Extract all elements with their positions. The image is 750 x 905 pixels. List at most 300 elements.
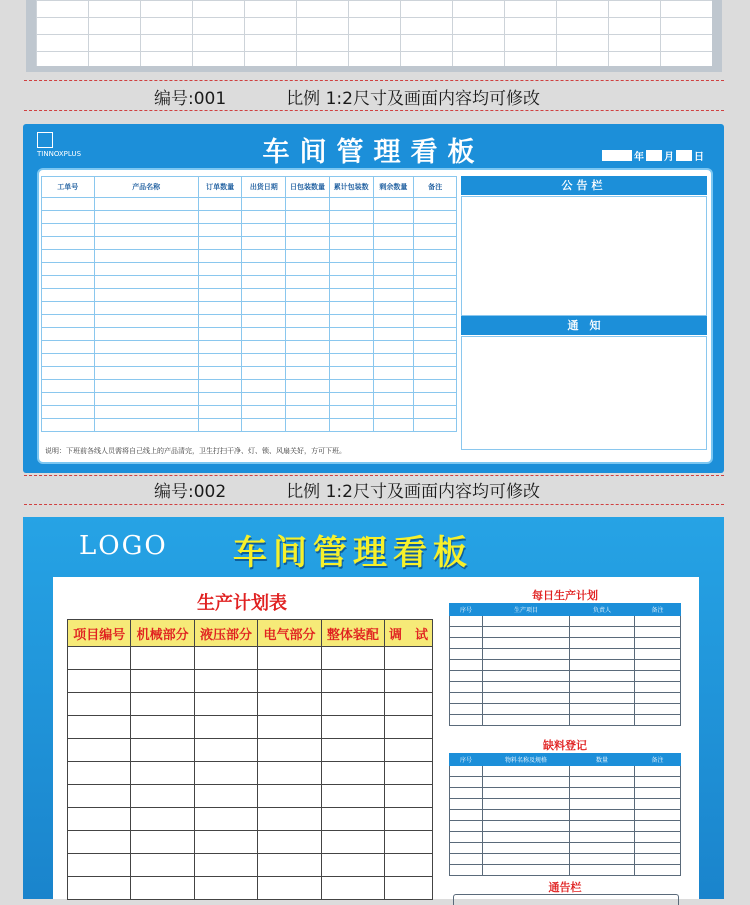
table-cell — [483, 810, 570, 821]
table-cell — [68, 716, 131, 739]
work-order-rows — [42, 198, 457, 432]
table-cell — [373, 237, 414, 250]
table-cell — [414, 354, 457, 367]
board2-panel — [53, 577, 699, 899]
table-cell — [242, 198, 286, 211]
table-cell — [373, 341, 414, 354]
table-cell — [635, 693, 681, 704]
table-cell — [329, 237, 373, 250]
table-cell — [635, 660, 681, 671]
table-cell — [329, 276, 373, 289]
table-cell — [570, 777, 635, 788]
table-cell — [198, 380, 242, 393]
table-row — [450, 693, 681, 704]
table-cell — [68, 831, 131, 854]
table-row — [42, 393, 457, 406]
table-cell — [242, 302, 286, 315]
table-cell — [635, 704, 681, 715]
table-cell — [68, 785, 131, 808]
board1-logo-text: TINNOXPLUS — [37, 150, 82, 158]
table-cell — [321, 762, 384, 785]
table-cell — [42, 315, 95, 328]
notice-area — [461, 336, 707, 450]
table-cell — [242, 237, 286, 250]
table-row — [450, 832, 681, 843]
table-cell — [450, 766, 483, 777]
table-cell — [450, 799, 483, 810]
table-cell — [131, 831, 194, 854]
table-cell — [258, 739, 321, 762]
table-cell — [635, 865, 681, 876]
table-cell — [414, 315, 457, 328]
table-cell — [286, 302, 330, 315]
table-cell — [329, 263, 373, 276]
table-cell — [570, 788, 635, 799]
table-cell — [414, 211, 457, 224]
table-cell — [483, 715, 570, 726]
table-cell — [42, 302, 95, 315]
table-cell — [131, 785, 194, 808]
notice-board-title: 通告栏 — [548, 881, 582, 894]
table-cell — [483, 854, 570, 865]
table-cell — [286, 419, 330, 432]
col-header: 累计包装数 — [329, 177, 373, 198]
table-row — [450, 788, 681, 799]
table-cell — [414, 237, 457, 250]
table-cell — [68, 693, 131, 716]
table-cell — [450, 671, 483, 682]
table-cell — [635, 638, 681, 649]
shortage-table — [449, 753, 681, 876]
table-cell — [94, 198, 198, 211]
table-cell — [450, 865, 483, 876]
work-order-table — [41, 176, 457, 432]
table-cell — [450, 704, 483, 715]
table-row — [68, 877, 433, 900]
table-cell — [570, 704, 635, 715]
table-cell — [242, 211, 286, 224]
table-cell — [329, 419, 373, 432]
table-row — [42, 419, 457, 432]
col-header: 备注 — [635, 754, 681, 766]
table-cell — [483, 865, 570, 876]
table-cell — [286, 224, 330, 237]
table-cell — [194, 762, 257, 785]
table-cell — [450, 649, 483, 660]
table-cell — [321, 831, 384, 854]
col-header: 调 试 — [385, 620, 433, 647]
table-cell — [286, 315, 330, 328]
table-row — [450, 638, 681, 649]
dashed-divider — [24, 80, 724, 81]
table-row — [42, 380, 457, 393]
table-cell — [242, 354, 286, 367]
table-row — [42, 406, 457, 419]
table-cell — [194, 831, 257, 854]
bulletin-header: 公告栏 — [461, 176, 707, 195]
table-cell — [450, 627, 483, 638]
table-cell — [635, 766, 681, 777]
col-header: 项目编号 — [68, 620, 131, 647]
table-cell — [329, 380, 373, 393]
table-cell — [450, 810, 483, 821]
board1-title: 车间管理看板 — [262, 137, 485, 168]
previous-board-remnant — [26, 0, 722, 72]
table-cell — [198, 198, 242, 211]
caption-002 — [154, 475, 540, 503]
table-cell — [570, 671, 635, 682]
table-row — [68, 647, 433, 670]
bulletin-area — [461, 196, 707, 316]
dashed-divider — [24, 110, 724, 111]
table-cell — [94, 406, 198, 419]
table-cell — [635, 832, 681, 843]
table-cell — [373, 354, 414, 367]
daily-plan-title: 每日生产计划 — [532, 589, 598, 602]
table-cell — [198, 406, 242, 419]
table-cell — [42, 237, 95, 250]
table-cell — [483, 660, 570, 671]
table-cell — [198, 341, 242, 354]
table-cell — [483, 766, 570, 777]
col-header: 整体装配 — [321, 620, 384, 647]
table-cell — [198, 367, 242, 380]
table-cell — [385, 762, 433, 785]
caption-note: 比例 1:2尺寸及画面内容均可修改 — [286, 481, 540, 502]
table-cell — [414, 406, 457, 419]
table-cell — [68, 808, 131, 831]
table-cell — [635, 627, 681, 638]
table-cell — [385, 785, 433, 808]
table-cell — [242, 341, 286, 354]
table-cell — [450, 660, 483, 671]
table-cell — [321, 647, 384, 670]
shortage-rows — [450, 766, 681, 876]
table-cell — [373, 406, 414, 419]
table-cell — [42, 211, 95, 224]
table-cell — [483, 704, 570, 715]
table-cell — [94, 367, 198, 380]
table-cell — [373, 315, 414, 328]
col-header: 液压部分 — [194, 620, 257, 647]
table-row — [68, 808, 433, 831]
col-header: 出货日期 — [242, 177, 286, 198]
table-cell — [450, 788, 483, 799]
table-row — [68, 785, 433, 808]
col-header: 产品名称 — [94, 177, 198, 198]
table-cell — [329, 315, 373, 328]
table-cell — [570, 766, 635, 777]
table-row — [42, 367, 457, 380]
table-cell — [329, 289, 373, 302]
date-fields — [602, 148, 704, 163]
table-cell — [570, 843, 635, 854]
table-cell — [94, 237, 198, 250]
table-cell — [42, 289, 95, 302]
table-cell — [483, 627, 570, 638]
table-cell — [194, 785, 257, 808]
table-cell — [68, 647, 131, 670]
table-cell — [94, 315, 198, 328]
table-row — [42, 315, 457, 328]
table-cell — [570, 616, 635, 627]
col-header: 生产项目 — [483, 604, 570, 616]
table-cell — [286, 341, 330, 354]
table-cell — [258, 762, 321, 785]
workshop-board-1 — [23, 124, 724, 473]
table-cell — [94, 276, 198, 289]
table-cell — [635, 777, 681, 788]
table-cell — [286, 289, 330, 302]
table-cell — [131, 739, 194, 762]
table-cell — [414, 263, 457, 276]
board2-logo: LOGO — [79, 531, 168, 561]
table-cell — [42, 341, 95, 354]
table-row — [42, 276, 457, 289]
table-cell — [329, 367, 373, 380]
table-cell — [329, 406, 373, 419]
table-row — [450, 810, 681, 821]
table-cell — [570, 638, 635, 649]
table-row — [450, 799, 681, 810]
table-cell — [373, 419, 414, 432]
table-cell — [450, 843, 483, 854]
table-cell — [42, 367, 95, 380]
table-cell — [414, 328, 457, 341]
table-cell — [242, 263, 286, 276]
table-row — [450, 715, 681, 726]
table-cell — [414, 341, 457, 354]
table-row — [450, 682, 681, 693]
table-cell — [414, 393, 457, 406]
table-row — [450, 843, 681, 854]
col-header: 物料名称及规格 — [483, 754, 570, 766]
table-cell — [131, 716, 194, 739]
table-row — [450, 854, 681, 865]
table-cell — [194, 670, 257, 693]
day-blank — [676, 150, 692, 161]
table-cell — [42, 406, 95, 419]
col-header: 机械部分 — [131, 620, 194, 647]
caption-code: 编号:001 — [154, 88, 227, 109]
table-cell — [286, 328, 330, 341]
table-cell — [373, 302, 414, 315]
table-cell — [258, 647, 321, 670]
table-cell — [286, 250, 330, 263]
table-cell — [373, 263, 414, 276]
table-cell — [321, 785, 384, 808]
table-cell — [42, 328, 95, 341]
table-cell — [635, 843, 681, 854]
production-plan-title: 生产计划表 — [197, 593, 287, 614]
workshop-board-2 — [23, 517, 724, 899]
day-label: 日 — [694, 152, 704, 163]
table-cell — [242, 393, 286, 406]
table-cell — [373, 289, 414, 302]
table-cell — [94, 393, 198, 406]
table-cell — [373, 380, 414, 393]
table-cell — [385, 716, 433, 739]
table-cell — [42, 419, 95, 432]
table-cell — [450, 854, 483, 865]
table-cell — [321, 739, 384, 762]
daily-plan-rows — [450, 616, 681, 726]
table-cell — [198, 302, 242, 315]
table-cell — [483, 638, 570, 649]
table-cell — [414, 367, 457, 380]
table-cell — [258, 693, 321, 716]
table-cell — [131, 762, 194, 785]
table-cell — [194, 647, 257, 670]
table-row — [68, 854, 433, 877]
table-cell — [94, 250, 198, 263]
dashed-divider — [24, 504, 724, 505]
table-cell — [131, 670, 194, 693]
table-row — [68, 670, 433, 693]
table-cell — [450, 693, 483, 704]
caption-001 — [154, 82, 540, 110]
production-plan-rows — [68, 647, 433, 900]
table-cell — [570, 660, 635, 671]
table-cell — [258, 831, 321, 854]
table-cell — [94, 341, 198, 354]
table-cell — [242, 419, 286, 432]
col-header: 备注 — [414, 177, 457, 198]
table-cell — [483, 616, 570, 627]
col-header: 日包装数量 — [286, 177, 330, 198]
table-cell — [483, 799, 570, 810]
caption-note: 比例 1:2尺寸及画面内容均可修改 — [286, 88, 540, 109]
table-row — [42, 354, 457, 367]
table-cell — [329, 328, 373, 341]
year-label: 年 — [634, 152, 644, 163]
table-cell — [194, 693, 257, 716]
table-cell — [94, 328, 198, 341]
table-cell — [483, 843, 570, 854]
table-cell — [329, 224, 373, 237]
table-cell — [483, 821, 570, 832]
table-cell — [329, 393, 373, 406]
table-cell — [450, 682, 483, 693]
table-cell — [570, 627, 635, 638]
table-cell — [373, 198, 414, 211]
table-cell — [242, 328, 286, 341]
table-cell — [286, 276, 330, 289]
table-row — [450, 821, 681, 832]
table-cell — [373, 367, 414, 380]
table-cell — [635, 799, 681, 810]
table-cell — [286, 354, 330, 367]
table-cell — [635, 616, 681, 627]
table-cell — [321, 693, 384, 716]
col-header: 备注 — [635, 604, 681, 616]
table-cell — [198, 211, 242, 224]
col-header: 订单数量 — [198, 177, 242, 198]
production-plan-table — [67, 619, 433, 900]
table-row — [68, 716, 433, 739]
table-row — [450, 865, 681, 876]
table-cell — [242, 406, 286, 419]
table-cell — [373, 328, 414, 341]
table-cell — [373, 250, 414, 263]
table-cell — [286, 406, 330, 419]
table-cell — [258, 877, 321, 900]
table-row — [450, 671, 681, 682]
table-cell — [483, 649, 570, 660]
table-cell — [286, 263, 330, 276]
col-header: 电气部分 — [258, 620, 321, 647]
table-row — [68, 762, 433, 785]
table-cell — [194, 854, 257, 877]
table-row — [450, 649, 681, 660]
table-cell — [329, 198, 373, 211]
table-cell — [373, 393, 414, 406]
table-cell — [483, 671, 570, 682]
table-cell — [321, 877, 384, 900]
table-row — [42, 341, 457, 354]
table-cell — [483, 682, 570, 693]
table-row — [68, 831, 433, 854]
table-cell — [450, 638, 483, 649]
table-row — [450, 766, 681, 777]
table-cell — [321, 854, 384, 877]
table-cell — [68, 877, 131, 900]
month-label: 月 — [664, 152, 674, 163]
table-cell — [286, 393, 330, 406]
table-cell — [198, 250, 242, 263]
table-cell — [68, 854, 131, 877]
table-cell — [570, 865, 635, 876]
table-cell — [198, 289, 242, 302]
table-cell — [635, 810, 681, 821]
table-cell — [385, 670, 433, 693]
table-cell — [258, 670, 321, 693]
table-cell — [570, 693, 635, 704]
table-cell — [194, 716, 257, 739]
table-cell — [68, 670, 131, 693]
table-cell — [286, 380, 330, 393]
table-cell — [635, 821, 681, 832]
table-cell — [329, 250, 373, 263]
table-cell — [570, 821, 635, 832]
table-cell — [198, 419, 242, 432]
table-cell — [94, 380, 198, 393]
table-cell — [258, 716, 321, 739]
table-cell — [94, 263, 198, 276]
table-cell — [131, 877, 194, 900]
table-cell — [635, 649, 681, 660]
table-cell — [414, 419, 457, 432]
table-cell — [570, 854, 635, 865]
table-row — [42, 328, 457, 341]
col-header: 工单号 — [42, 177, 95, 198]
table-cell — [198, 224, 242, 237]
table-cell — [450, 616, 483, 627]
table-cell — [42, 354, 95, 367]
table-cell — [242, 224, 286, 237]
table-cell — [198, 328, 242, 341]
table-cell — [42, 224, 95, 237]
table-cell — [385, 808, 433, 831]
table-cell — [373, 224, 414, 237]
table-cell — [570, 799, 635, 810]
table-cell — [131, 854, 194, 877]
table-cell — [414, 276, 457, 289]
col-header: 序号 — [450, 604, 483, 616]
table-cell — [385, 739, 433, 762]
table-cell — [570, 649, 635, 660]
table-cell — [329, 354, 373, 367]
